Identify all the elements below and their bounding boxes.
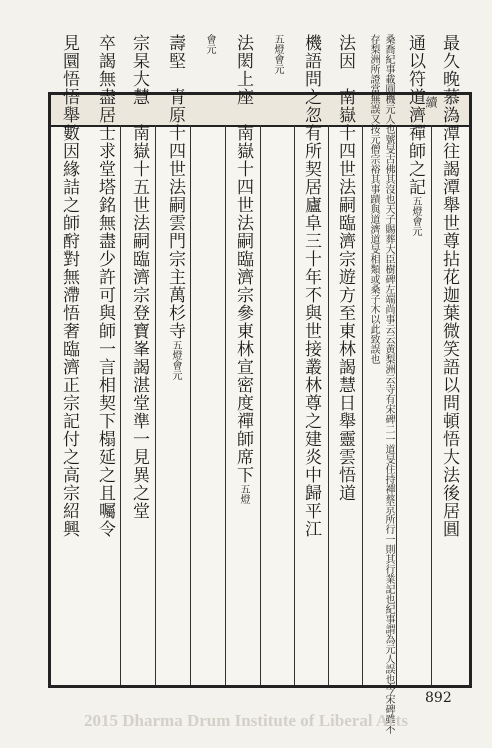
column-rule [294, 125, 295, 685]
text-column-12: 見圜悟悟舉數因緣詰之師酧對無滯悟奢臨濟正宗記付之高宗紹興 [59, 34, 79, 538]
column-rule [120, 125, 121, 685]
running-header: 續 [424, 96, 438, 108]
text-column-3-commentary: 桑喬紀事載圓機元人也號旻古佛其沒也天子賜葬大臣樹碑左端尚事云云黄梨洲云寺有宋碑二一道旻住持禪蔡京所行一則其行業記也紀事謂為元人誤也今宋碑雖不存梨洲所證當無誤又按元僧宗裕其事蹟與道濟道旻相類或桑子木以此致誤也 [368, 34, 394, 734]
column-rule [396, 125, 397, 685]
text-column-9: 壽堅 青原十四世法嗣雲門宗主萬杉寺五燈會元 [165, 34, 185, 380]
column-rule [260, 125, 261, 685]
source-note: 五燈 [238, 484, 249, 504]
column-rule [225, 125, 226, 685]
text-column-5: 機語問之忽有所契居廬阜三十年不與世接叢林尊之建炎中歸平江 [301, 34, 321, 538]
text-column-7: 法閎上座 南嶽十四世法嗣臨濟宗參東林宣密度禪師席下五燈 [233, 34, 253, 504]
page-number: 892 [425, 690, 452, 706]
text-column-10: 宗杲大慧 南嶽十五世法嗣臨濟宗登寶峯謁湛堂準一見異之堂 [129, 34, 149, 520]
column-rule [155, 125, 156, 685]
column-rule [431, 125, 432, 685]
source-note: 五燈會元 [170, 340, 181, 380]
column-rule [362, 125, 363, 685]
column-rule [328, 125, 329, 685]
source-note: 會元 [204, 34, 215, 54]
text-column-8 [194, 34, 224, 742]
text-column-11: 卒謁無盡居士求堂塔銘無盡少許可與師一言相契下榻延之且囑令 [95, 34, 115, 538]
text-column-1: 最久晚慕溈潭往謁潭舉世尊拈花迦葉微笑語以問頓悟大法後居圓 [439, 34, 459, 538]
watermark-footer: 2015 Dharma Drum Institute of Liberal Arts [84, 711, 408, 730]
column-rule [190, 125, 191, 685]
text-column-4: 法因 南嶽十四世法嗣臨濟宗遊方至東林謁慧日舉靈雲悟道 [335, 34, 355, 502]
text-column-6 [262, 34, 292, 742]
source-note: 五燈會元 [272, 34, 283, 74]
text-column-2: 通以符道濟禪師之記五燈會元 [405, 34, 425, 236]
source-note: 五燈會元 [410, 196, 421, 236]
